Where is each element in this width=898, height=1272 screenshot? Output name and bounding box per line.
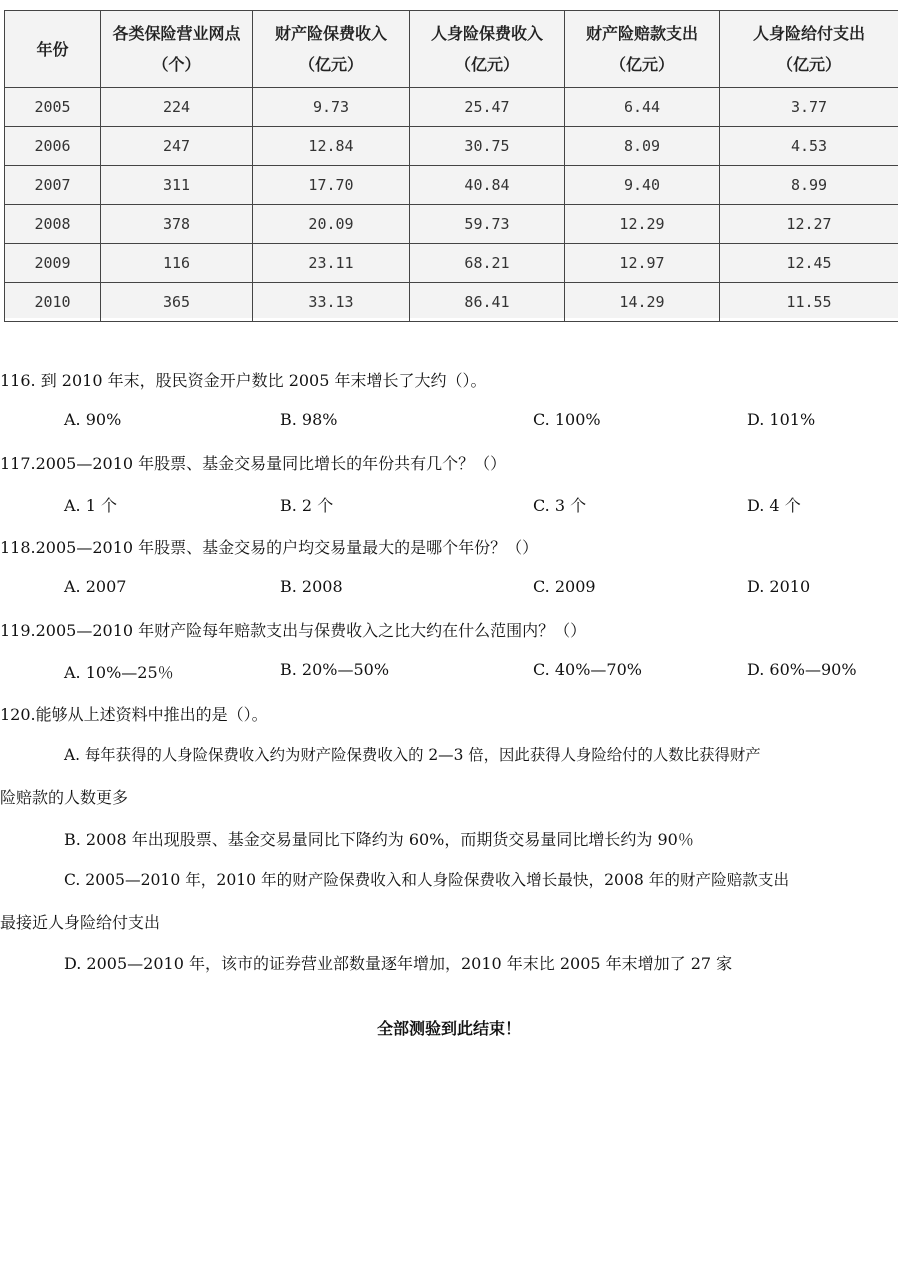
question-119: 119.2005—2010 年财产险每年赔款支出与保费收入之比大约在什么范围内？（） [0, 621, 587, 640]
table-cell: 247 [101, 127, 253, 166]
table-row [5, 166, 898, 205]
header-life-premium: 人身险保费收入 （亿元） [410, 11, 565, 88]
table-cell: 20.09 [253, 205, 410, 244]
question-118-option-a[interactable]: A. 2007 [64, 577, 127, 596]
header-year: 年份 [5, 11, 101, 88]
question-118-option-d[interactable]: D. 2010 [747, 577, 811, 596]
table-cell: 116 [101, 244, 253, 283]
table-cell: 9.40 [565, 166, 720, 205]
table-cell: 14.29 [565, 283, 720, 322]
question-116-option-a[interactable]: A. 90% [64, 410, 122, 429]
table-cell: 40.84 [410, 166, 565, 205]
table-cell: 25.47 [410, 88, 565, 127]
question-116-option-c[interactable]: C. 100% [533, 410, 601, 429]
table-cell: 17.70 [253, 166, 410, 205]
question-119-option-d[interactable]: D. 60%—90% [747, 660, 857, 679]
question-117-option-a[interactable]: A. 1 个 [64, 496, 117, 515]
question-120-option-a[interactable]: A. 每年获得的人身险保费收入约为财产险保费收入的 2—3 倍，因此获得人身险给付的人数比获得财产 [64, 746, 761, 764]
question-116-option-b[interactable]: B. 98% [280, 410, 338, 429]
table-cell: 12.29 [565, 205, 720, 244]
end-notice: 全部测验到此结束！ [376, 1019, 521, 1038]
table-cell: 59.73 [410, 205, 565, 244]
question-117-option-b[interactable]: B. 2 个 [280, 496, 334, 515]
table-cell: 2007 [5, 166, 101, 205]
table-header-row [5, 11, 898, 88]
question-118-option-b[interactable]: B. 2008 [280, 577, 343, 596]
table-row [5, 283, 898, 322]
table-cell: 2009 [5, 244, 101, 283]
question-117: 117.2005—2010 年股票、基金交易量同比增长的年份共有几个？（） [0, 454, 507, 473]
table-cell: 33.13 [253, 283, 410, 322]
question-120: 120.能够从上述资料中推出的是（）。 [0, 705, 268, 724]
table-cell: 365 [101, 283, 253, 322]
question-118-option-c[interactable]: C. 2009 [533, 577, 596, 596]
table-cell: 2005 [5, 88, 101, 127]
header-life-payments: 人身险给付支出 （亿元） [720, 11, 898, 88]
question-116-option-d[interactable]: D. 101% [747, 410, 816, 429]
header-property-premium: 财产险保费收入 （亿元） [253, 11, 410, 88]
question-119-option-c[interactable]: C. 40%—70% [533, 660, 642, 679]
table-cell: 6.44 [565, 88, 720, 127]
table-row [5, 127, 898, 166]
question-120-option-c-cont: 最接近人身险给付支出 [0, 913, 161, 932]
table-cell: 4.53 [720, 127, 898, 166]
table-cell: 2010 [5, 283, 101, 322]
question-120-option-a-cont: 险赔款的人数更多 [0, 788, 129, 807]
insurance-data-table [4, 10, 898, 322]
table-row [5, 88, 898, 127]
question-119-option-a[interactable]: A. 10%—25％ [64, 663, 174, 682]
table-cell: 3.77 [720, 88, 898, 127]
table-cell: 86.41 [410, 283, 565, 322]
data-table-image [4, 10, 898, 318]
table-row [5, 205, 898, 244]
question-117-option-c[interactable]: C. 3 个 [533, 496, 587, 515]
question-120-option-c[interactable]: C. 2005—2010 年，2010 年的财产险保费收入和人身险保费收入增长最快，2008 年的财产险赔款支出 [64, 871, 790, 889]
question-118: 118.2005—2010 年股票、基金交易的户均交易量最大的是哪个年份？（） [0, 538, 539, 557]
table-cell: 30.75 [410, 127, 565, 166]
table-cell: 9.73 [253, 88, 410, 127]
table-cell: 378 [101, 205, 253, 244]
question-120-option-b[interactable]: B. 2008 年出现股票、基金交易量同比下降约为 60%，而期货交易量同比增长约为 90％ [64, 830, 694, 849]
table-cell: 12.84 [253, 127, 410, 166]
table-cell: 12.45 [720, 244, 898, 283]
question-117-option-d[interactable]: D. 4 个 [747, 496, 801, 515]
table-cell: 224 [101, 88, 253, 127]
question-119-option-b[interactable]: B. 20%—50% [280, 660, 390, 679]
table-row [5, 244, 898, 283]
question-116: 116. 到 2010 年末，股民资金开户数比 2005 年末增长了大约（）。 [0, 371, 487, 390]
header-outlets: 各类保险营业网点 （个） [101, 11, 253, 88]
question-120-option-d[interactable]: D. 2005—2010 年，该市的证券营业部数量逐年增加，2010 年末比 2005 年末增加了 27 家 [64, 954, 733, 973]
header-property-claims: 财产险赔款支出 （亿元） [565, 11, 720, 88]
table-cell: 8.99 [720, 166, 898, 205]
table-cell: 2006 [5, 127, 101, 166]
table-cell: 23.11 [253, 244, 410, 283]
table-cell: 2008 [5, 205, 101, 244]
table-cell: 68.21 [410, 244, 565, 283]
table-cell: 11.55 [720, 283, 898, 322]
table-cell: 12.97 [565, 244, 720, 283]
table-cell: 311 [101, 166, 253, 205]
table-cell: 8.09 [565, 127, 720, 166]
table-cell: 12.27 [720, 205, 898, 244]
